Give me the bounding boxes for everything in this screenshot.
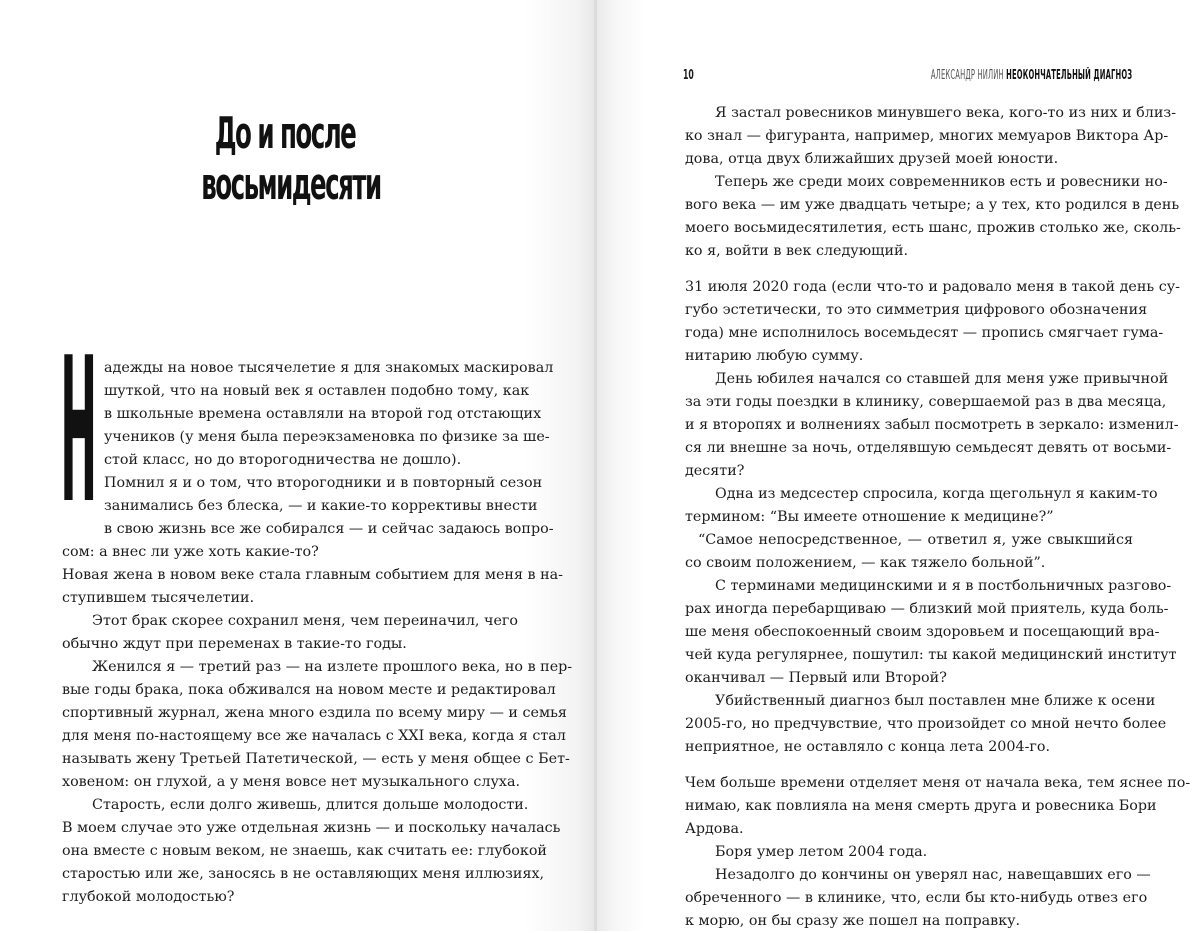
right-page-text-line: Я застал ровесников минувшего века, кого-то из них и близ- bbox=[715, 105, 1177, 121]
right-page-text-line: Теперь же среди моих современников есть и ровесники но- bbox=[715, 174, 1168, 190]
left-page-text-line: Помнил я и о том, что второгодники и в повторный сезон bbox=[104, 475, 543, 491]
left-page-text-line: учеников (у меня была переэкзаменовка по физике за ше- bbox=[104, 429, 550, 445]
drop-cap-letter: Н bbox=[60, 315, 98, 548]
right-page-text-line: День юбилея начался со ставшей для меня уже привычной bbox=[715, 371, 1169, 387]
right-page-text-line: рах иногда перебарщиваю — близкий мой приятель, куда боль- bbox=[685, 601, 1169, 617]
left-page-text-line: шуткой, что на новый век я оставлен подобно тому, как bbox=[104, 383, 530, 399]
running-head-right bbox=[931, 68, 1132, 83]
right-page-text-line: Одна из медсестер спросила, когда щегольнул я каким-то bbox=[715, 486, 1158, 502]
left-page-text-line: Старость, если долго живешь, длится дольше молодости. bbox=[92, 797, 529, 813]
right-page-text-line: нимаю, как повлияла на меня смерть друга и ровесника Бори bbox=[685, 798, 1157, 814]
right-page-text-line: ся ли внешне за ночь, отделявшую семьдесят девять от восьми- bbox=[685, 440, 1172, 456]
right-page-text-line: года) мне исполнилось восемьдесят — пропись смягчает гума- bbox=[685, 325, 1164, 341]
right-page-text-line: С терминами медицинскими и я в постбольничных разгово- bbox=[715, 578, 1172, 594]
left-page-text-line: Этот брак скорее сохранил меня, чем переиначил, чего bbox=[92, 613, 519, 629]
right-page-text-line: и я второпях и волнениях забыл посмотреть в зеркало: изменил- bbox=[685, 417, 1179, 433]
right-page-text-line: моего восьмидесятилетия, есть шанс, прожив столько же, сколь- bbox=[685, 220, 1181, 236]
right-page-text-line: Убийственный диагноз был поставлен мне ближе к осени bbox=[715, 693, 1156, 709]
running-head bbox=[683, 68, 1132, 86]
right-page-text-line: Незадолго до кончины он уверял нас, навещавших его — bbox=[715, 867, 1151, 883]
right-page-text-line: Ардова. bbox=[685, 821, 744, 837]
right-page-text-line: к морю, он бы сразу же пошел на поправку. bbox=[685, 913, 1021, 929]
right-page-text-line: ко я, войти в век следующий. bbox=[685, 243, 909, 259]
left-page-text-line: называть жену Третьей Патетической, — есть у меня общее с Бет- bbox=[62, 751, 570, 767]
chapter-title-line-1: До и после bbox=[214, 108, 356, 159]
left-page-text-line: обычно ждут при переменах в такие-то годы. bbox=[62, 636, 407, 652]
right-page-text-line: 31 июля 2020 года (если что-то и радовало меня в такой день су- bbox=[685, 279, 1180, 295]
chapter-title bbox=[201, 108, 381, 210]
right-page-text-line: Боря умер летом 2004 года. bbox=[715, 844, 928, 860]
left-page-text-line: для меня по-настоящему все же началась с XXI века, когда я стал bbox=[62, 728, 566, 744]
left-page-text-line: сом: а внес ли уже хоть какие-то? bbox=[62, 544, 319, 560]
left-page-text-line: Женился я — третий раз — на излете прошлого века, но в пер- bbox=[92, 659, 573, 675]
left-page-text-line: в школьные времена оставляли на второй год отстающих bbox=[104, 406, 542, 422]
running-head-title: НЕОКОНЧАТЕЛЬНЫЙ ДИАГНОЗ bbox=[1005, 68, 1132, 83]
left-page-text-line: спортивный журнал, жена много ездила по всему миру — и семья bbox=[62, 705, 567, 721]
left-page-text-line: ховеном: он глухой, а у меня вовсе нет музыкального слуха. bbox=[62, 774, 521, 790]
right-page-text-line: термином: “Вы имеете отношение к медицине?” bbox=[685, 509, 1054, 525]
left-page-text-line: В моем случае это уже отдельная жизнь — и поскольку началась bbox=[62, 820, 561, 836]
right-page-text-line: десяти? bbox=[685, 463, 745, 479]
page-number: 10 bbox=[683, 68, 694, 83]
right-page-text-line: “Самое непосредственное, — ответил я, уже свыкшийся bbox=[698, 532, 1133, 548]
right-page-text-line: дова, отца двух ближайших друзей моей юности. bbox=[685, 151, 1059, 167]
right-page-text-line: нитарию любую сумму. bbox=[685, 348, 864, 364]
chapter-title-line-2: восьмидесяти bbox=[201, 159, 381, 210]
right-page-text-line: за эти годы поездки в клинику, совершаемой раз в два месяца, bbox=[685, 394, 1167, 410]
left-page-text-line: в свою жизнь все же собирался — и сейчас задаюсь вопро- bbox=[104, 521, 554, 537]
right-page-text-line: чей куда регулярнее, пошутил: ты какой медицинский институт bbox=[685, 647, 1177, 663]
right-page-text-line: ко знал — фигуранта, например, многих мемуаров Виктора Ар- bbox=[685, 128, 1169, 144]
left-page-text-line: старостью или же, заносясь в не оставляющих меня иллюзиях, bbox=[62, 866, 545, 882]
left-page-text-line: глубокой молодостью? bbox=[62, 889, 235, 905]
right-page-text-line: со своим положением, — как тяжело больной”. bbox=[685, 555, 1046, 571]
left-page-text-line: ступившем тысячелетии. bbox=[62, 590, 255, 606]
left-page-text-line: вые годы брака, пока обживался на новом месте и редактировал bbox=[62, 682, 556, 698]
left-page-text-line: она вместе с новым веком, не знаешь, как считать ее: глубокой bbox=[62, 843, 547, 859]
right-page-text-line: оканчивал — Первый или Второй? bbox=[685, 670, 947, 686]
left-page-text-line: занимались без блеска, — и какие-то коррективы внести bbox=[104, 498, 538, 514]
right-page-text-line: неприятное, не оставляло с конца лета 2004-го. bbox=[685, 739, 1051, 755]
drop-cap bbox=[60, 315, 98, 548]
left-page-text-line: Новая жена в новом веке стала главным событием для меня в на- bbox=[62, 567, 563, 583]
right-page-text-line: Чем больше времени отделяет меня от начала века, тем яснее по- bbox=[685, 775, 1191, 791]
right-page-text-line: 2005-го, но предчувствие, что произойдет со мной нечто более bbox=[685, 716, 1167, 732]
running-head-author: АЛЕКСАНДР НИЛИН bbox=[930, 68, 1004, 83]
right-page-text-line: обреченного — в клинике, что, если бы кто-нибудь отвез его bbox=[685, 890, 1148, 906]
right-page-text-line: губо эстетически, то это симметрия цифрового обозначения bbox=[685, 302, 1148, 318]
book-gutter bbox=[594, 0, 597, 931]
right-page-text-line: ше меня обеспокоенный своим здоровьем и посещающий вра- bbox=[685, 624, 1160, 640]
left-page-text-line: стой класс, но до второгодничества не дошло). bbox=[104, 452, 462, 468]
right-page-text-line: вого века — им уже двадцать четыре; а у тех, кто родился в день bbox=[685, 197, 1180, 213]
left-page-text-line: адежды на новое тысячелетие я для знакомых маскировал bbox=[104, 360, 554, 376]
